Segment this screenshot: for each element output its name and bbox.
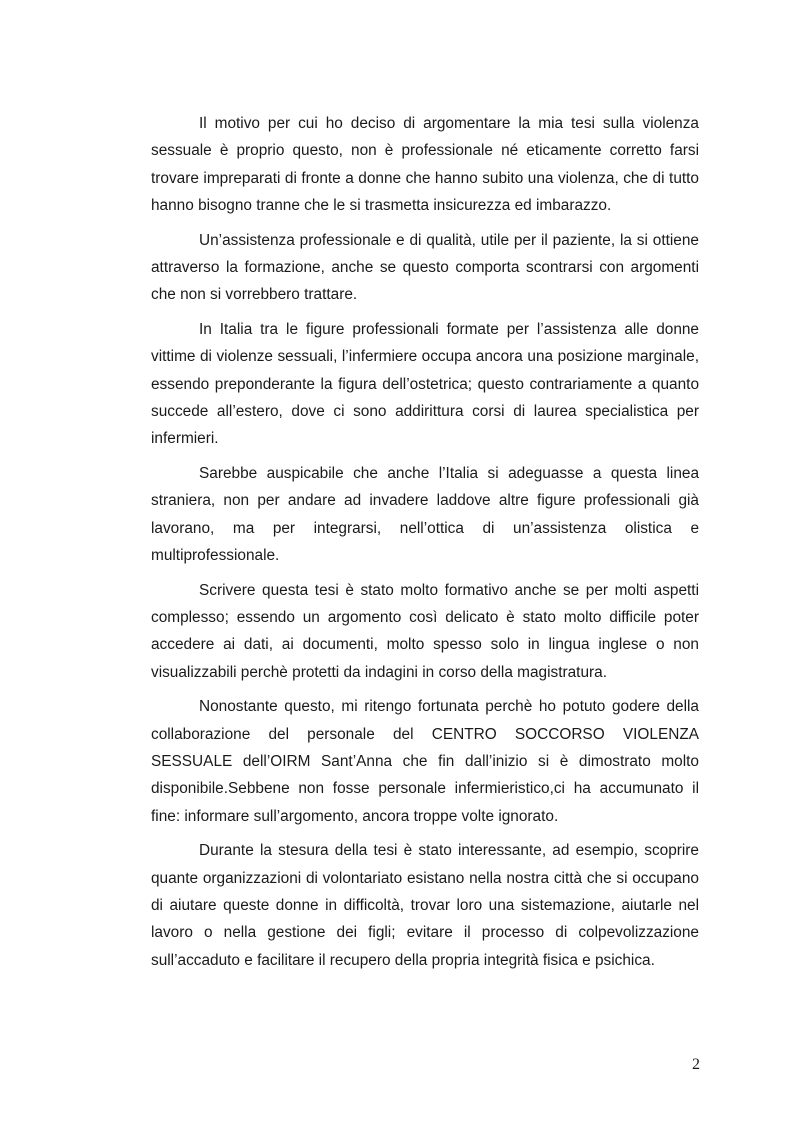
paragraph-2: Un’assistenza professionale e di qualità, utile per il paziente, la si ottiene attraverso la formazione, anche se questo comporta scontrarsi con argomenti che non si vorrebbero trattare.: [151, 231, 699, 304]
document-body: [151, 110, 699, 981]
paragraph-3: In Italia tra le figure professionali formate per l’assistenza alle donne vittime di violenze sessuali, l’infermiere occupa ancora una posizione marginale, essendo preponderante la figura dell’ostetrica; questo contrariamente a quanto succede all’estero, dove ci sono addirittura corsi di laurea specialistica per infermieri.: [151, 320, 699, 448]
paragraph-5: Scrivere questa tesi è stato molto formativo anche se per molti aspetti complesso; essendo un argomento così delicato è stato molto difficile poter accedere ai dati, ai documenti, molto spesso solo in lingua inglese o non visualizzabili perchè protetti da indagini in corso della magistratura.: [151, 581, 699, 681]
paragraph-1: Il motivo per cui ho deciso di argomentare la mia tesi sulla violenza sessuale è proprio questo, non è professionale né eticamente corretto farsi trovare impreparati di fronte a donne che hanno subito una violenza, che di tutto hanno bisogno tranne che le si trasmetta insicurezza ed imbarazzo.: [151, 115, 699, 215]
page-number: 2: [692, 1056, 700, 1073]
paragraph-4: Sarebbe auspicabile che anche l’Italia si adeguasse a questa linea straniera, non per andare ad invadere laddove altre figure professionali già lavorano, ma per integrarsi, nell’ottica di un’assistenza olistica e multiprofessionale.: [151, 464, 699, 565]
paragraph-7: Durante la stesura della tesi è stato interessante, ad esempio, scoprire quante organizzazioni di volontariato esistano nella nostra città che si occupano di aiutare queste donne in difficoltà, trovar loro una sistemazione, aiutarle nel lavoro o nella gestione dei figli; evitare il processo di colpevolizzazione sull’accaduto e facilitare il recupero della propria integrità fisica e psichica.: [151, 842, 699, 969]
paragraph-6: Nonostante questo, mi ritengo fortunata perchè ho potuto godere della collaborazione del personale del CENTRO SOCCORSO VIOLENZA SESSUALE dell’OIRM Sant’Anna che fin dall’inizio si è dimostrato molto disponibile.Sebbene non fosse personale infermieristico,ci ha accumunato il fine: informare sull’argomento, ancora troppe volte ignorato.: [151, 698, 699, 825]
